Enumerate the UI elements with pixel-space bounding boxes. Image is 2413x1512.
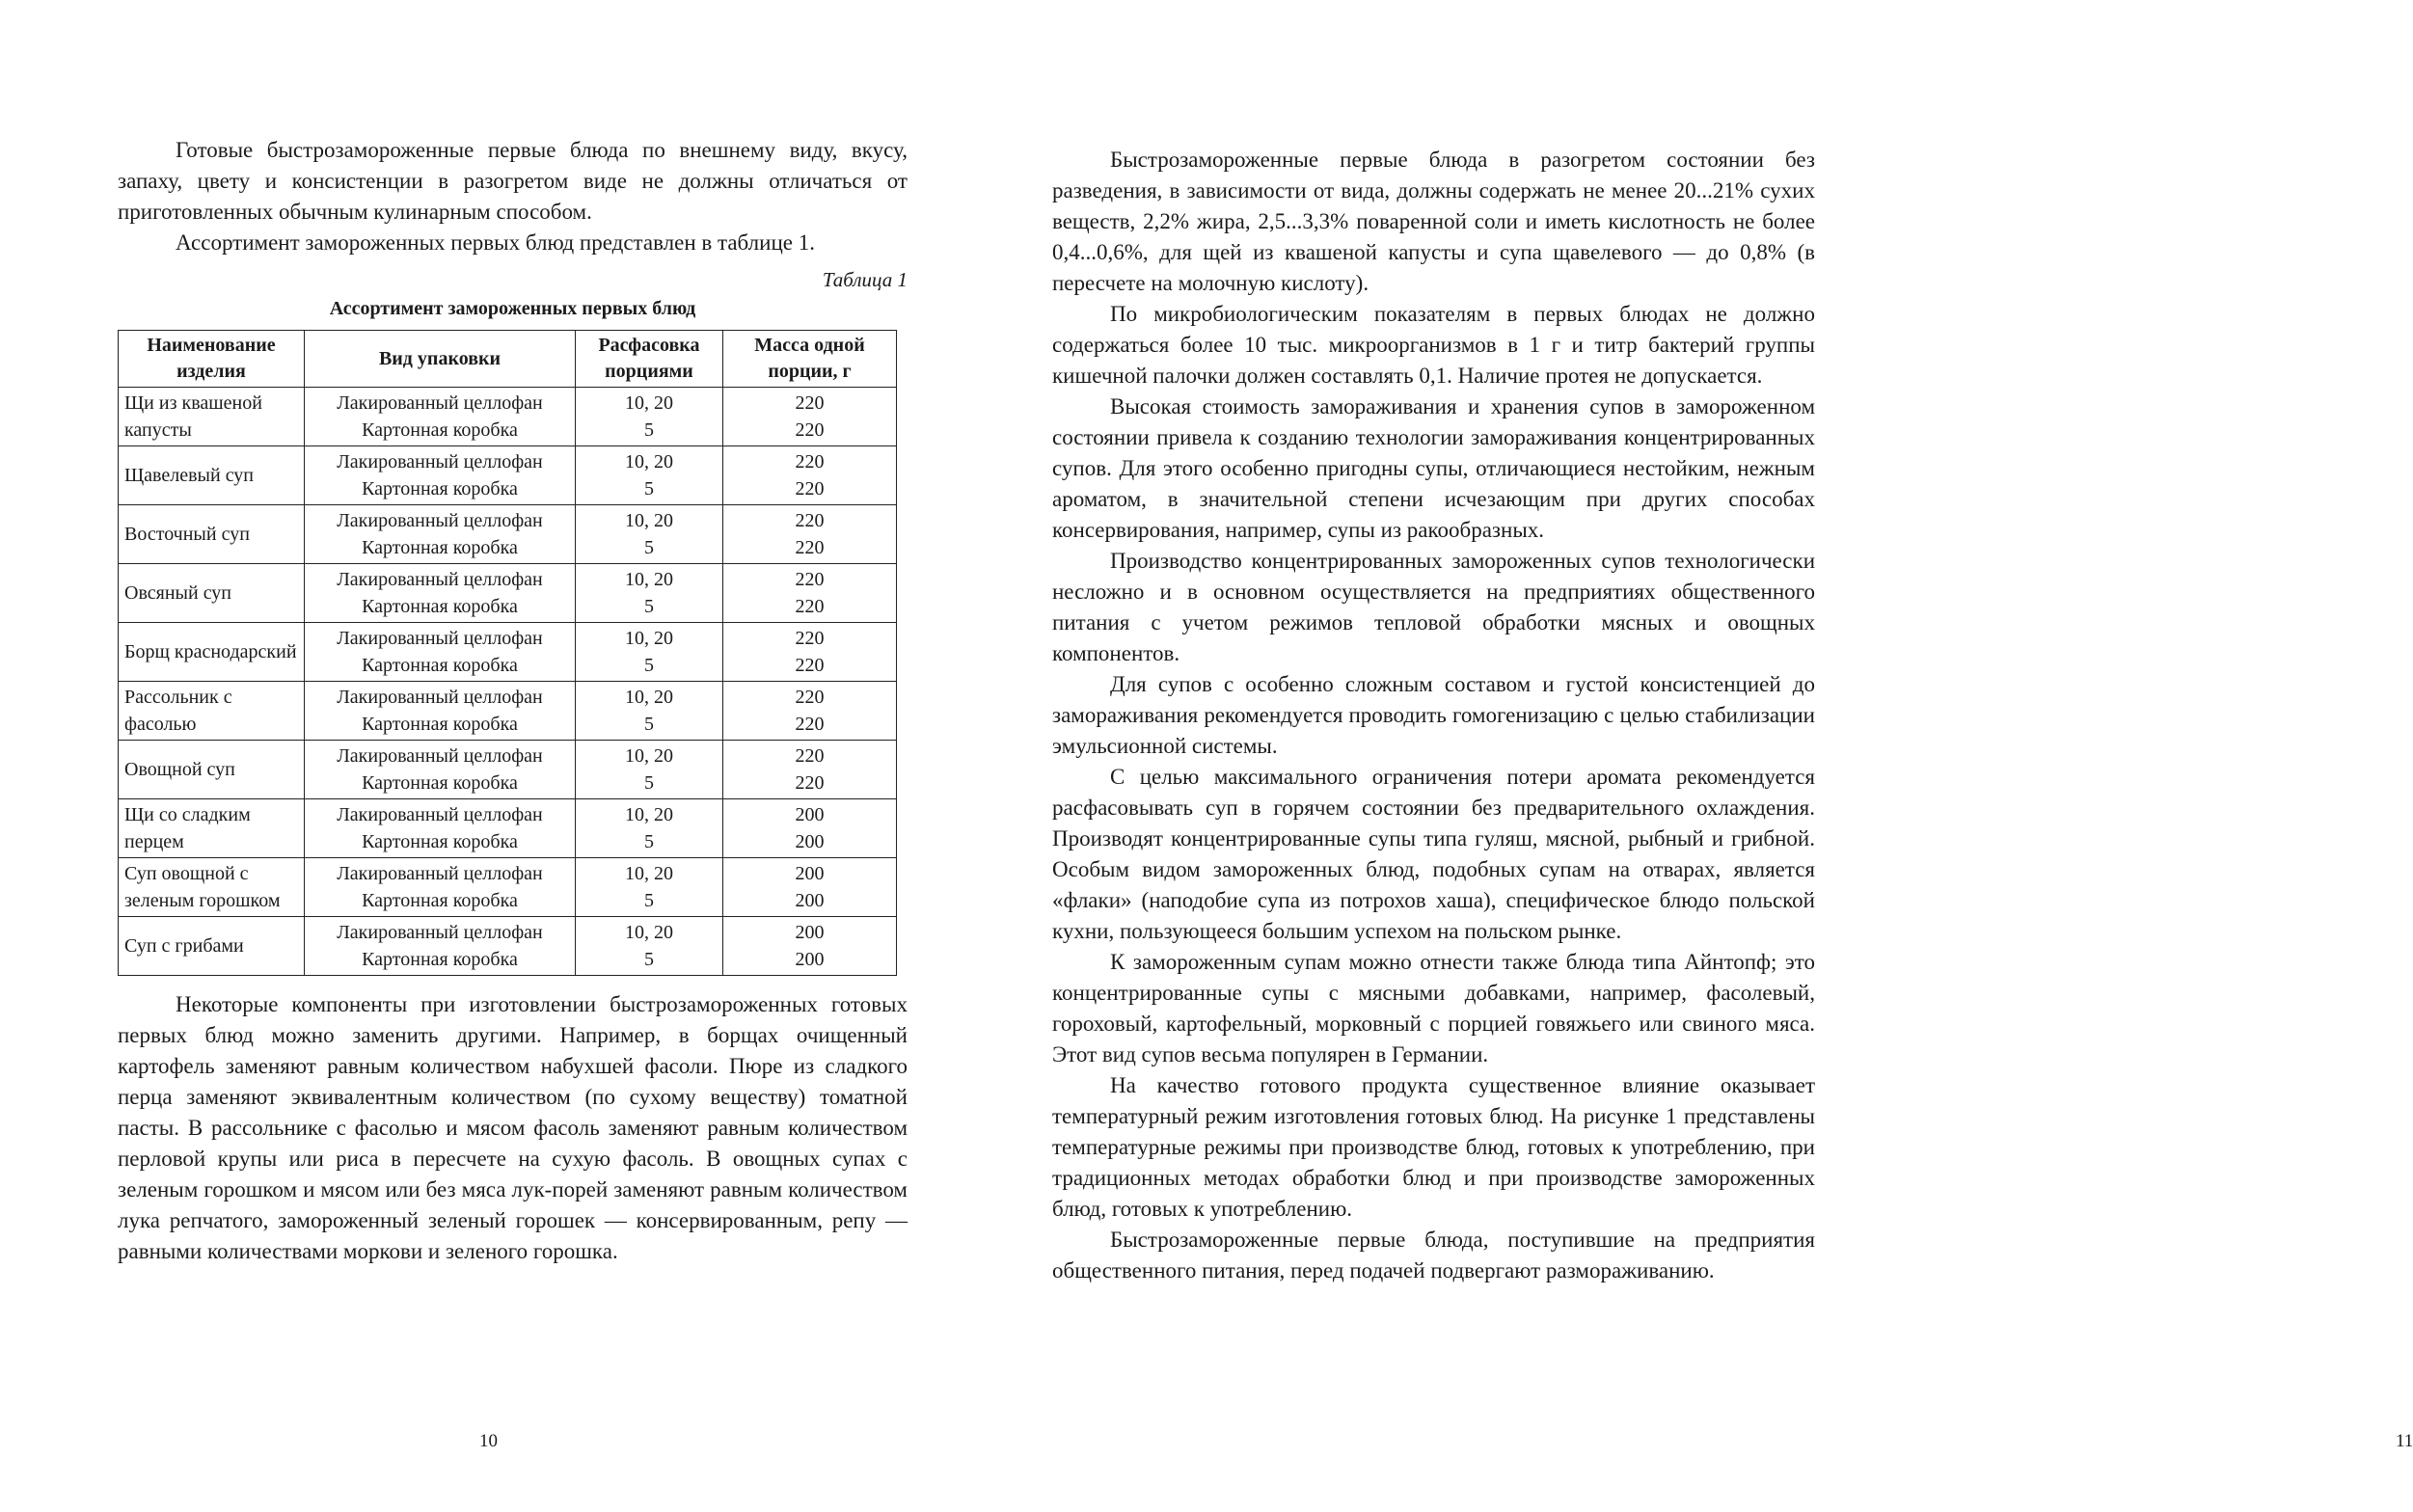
packaging-line: Лакированный целлофан xyxy=(337,392,543,414)
packaging-cell xyxy=(305,505,576,564)
packaging-line: Картонная коробка xyxy=(362,949,518,970)
product-name-cell: Рассольник с фасолью xyxy=(119,682,305,741)
portions-cell xyxy=(576,741,723,799)
mass-line: 200 xyxy=(795,890,825,911)
table-header-row xyxy=(119,331,897,388)
portions-line: 10, 20 xyxy=(625,569,673,590)
mass-line: 200 xyxy=(795,949,825,970)
paragraph: По микробиологическим показателям в первых блюдах не должно содержаться более 10 тыс. микроорганизмов в 1 г и титр бактерий группы кишечной палочки должен составлять 0,1. Наличие протея не допускается. xyxy=(1052,302,1815,388)
table-row xyxy=(119,682,897,741)
mass-cell xyxy=(723,446,897,505)
packaging-cell xyxy=(305,741,576,799)
portions-cell xyxy=(576,682,723,741)
product-name-cell: Суп с грибами xyxy=(119,917,305,976)
table-row xyxy=(119,564,897,623)
packaging-line: Картонная коробка xyxy=(362,890,518,911)
portions-cell xyxy=(576,799,723,858)
paragraph: На качество готового продукта существенное влияние оказывает температурный режим изготовления готовых блюд. На рисунке 1 представлены температурные режимы при производстве блюд, готовых к употреблению, при традиционных методах обработки блюд и при производстве замороженных блюд, готовых к употреблению. xyxy=(1052,1073,1815,1221)
portions-line: 10, 20 xyxy=(625,628,673,649)
header-packaging: Вид упаковки xyxy=(305,331,576,388)
portions-cell xyxy=(576,858,723,917)
packaging-cell xyxy=(305,388,576,446)
packaging-cell xyxy=(305,917,576,976)
mass-line: 220 xyxy=(795,478,825,500)
product-name-cell: Суп овощной с зеленым горошком xyxy=(119,858,305,917)
mass-cell xyxy=(723,799,897,858)
table-label: Таблица 1 xyxy=(822,268,908,291)
paragraph: Для супов с особенно сложным составом и густой консистенцией до замораживания рекомендуется проводить гомогенизацию с целью стабилизации эмульсионной системы. xyxy=(1052,672,1815,758)
portions-line: 5 xyxy=(644,596,654,617)
mass-line: 200 xyxy=(795,804,825,825)
packaging-line: Картонная коробка xyxy=(362,831,518,852)
mass-line: 220 xyxy=(795,510,825,531)
header-mass: Масса одной порции, г xyxy=(723,331,897,388)
packaging-line: Лакированный целлофан xyxy=(337,745,543,767)
packaging-line: Лакированный целлофан xyxy=(337,687,543,708)
portions-line: 5 xyxy=(644,949,654,970)
portions-line: 10, 20 xyxy=(625,687,673,708)
portions-line: 5 xyxy=(644,772,654,794)
table-body xyxy=(119,388,897,976)
paragraph: Готовые быстрозамороженные первые блюда по внешнему виду, вкусу, запаху, цвету и консистенции в разогретом виде не должны отличаться от приготовленных обычным кулинарным способом. xyxy=(118,138,908,224)
mass-line: 220 xyxy=(795,628,825,649)
portions-cell xyxy=(576,564,723,623)
product-name-cell: Восточный суп xyxy=(119,505,305,564)
mass-line: 200 xyxy=(795,831,825,852)
header-portions: Расфасовка порциями xyxy=(576,331,723,388)
packaging-line: Картонная коробка xyxy=(362,596,518,617)
table-row xyxy=(119,446,897,505)
page-number: 10 xyxy=(479,1431,498,1451)
portions-line: 10, 20 xyxy=(625,745,673,767)
mass-cell xyxy=(723,623,897,682)
portions-line: 10, 20 xyxy=(625,804,673,825)
portions-line: 10, 20 xyxy=(625,451,673,472)
packaging-line: Лакированный целлофан xyxy=(337,863,543,884)
packaging-line: Лакированный целлофан xyxy=(337,628,543,649)
mass-cell xyxy=(723,741,897,799)
mass-line: 220 xyxy=(795,772,825,794)
portions-line: 10, 20 xyxy=(625,392,673,414)
paragraph: Быстрозамороженные первые блюда в разогретом состоянии без разведения, в зависимости от вида, должны содержать не менее 20...21% сухих веществ, 2,2% жира, 2,5...3,3% поваренной соли и иметь кислотность не более 0,4...0,6%, для щей из квашеной капусты и супа щавелевого — до 0,8% (в пересчете на молочную кислоту). xyxy=(1052,148,1815,295)
product-name-cell: Овсяный суп xyxy=(119,564,305,623)
packaging-cell xyxy=(305,446,576,505)
packaging-line: Картонная коробка xyxy=(362,537,518,558)
paragraph: Некоторые компоненты при изготовлении быстрозамороженных готовых первых блюд можно заменить другими. Например, в борщах очищенный картофель заменяют равным количеством набухшей фасоли. Пюре из сладкого перца заменяют эквивалентным количеством (по сухому веществу) томатной пасты. В рассольнике с фасолью и мясом фасоль заменяют равным количеством перловой крупы или риса в пересчете на сухую фасоль. В овощных супах с зеленым горошком и мясом или без мяса лук-порей заменяют равным количеством лука репчатого, замороженный зеленый горошек — консервированным, репу — равными количествами моркови и зеленого горошка. xyxy=(118,992,908,1263)
packaging-cell xyxy=(305,858,576,917)
portions-cell xyxy=(576,917,723,976)
packaging-line: Картонная коробка xyxy=(362,772,518,794)
table-row xyxy=(119,917,897,976)
table-row xyxy=(119,623,897,682)
portions-line: 5 xyxy=(644,537,654,558)
packaging-line: Лакированный целлофан xyxy=(337,804,543,825)
portions-line: 5 xyxy=(644,655,654,676)
table-row xyxy=(119,505,897,564)
mass-line: 220 xyxy=(795,596,825,617)
mass-line: 220 xyxy=(795,451,825,472)
table-row xyxy=(119,388,897,446)
paragraph: К замороженным супам можно отнести также блюда типа Айнтопф; это концентрированные супы с мясными добавками, например, фасолевый, гороховый, картофельный, морковный с порцией говяжьего или свиного мяса. Этот вид супов весьма популярен в Германии. xyxy=(1052,950,1815,1066)
portions-line: 10, 20 xyxy=(625,922,673,943)
portions-cell xyxy=(576,388,723,446)
packaging-line: Лакированный целлофан xyxy=(337,510,543,531)
mass-cell xyxy=(723,858,897,917)
mass-cell xyxy=(723,682,897,741)
assortment-table xyxy=(118,330,897,976)
packaging-line: Лакированный целлофан xyxy=(337,922,543,943)
product-name-cell: Борщ краснодарский xyxy=(119,623,305,682)
portions-line: 5 xyxy=(644,419,654,441)
table-row xyxy=(119,741,897,799)
paragraph: Ассортимент замороженных первых блюд представлен в таблице 1. xyxy=(176,230,815,255)
mass-line: 220 xyxy=(795,655,825,676)
paragraph: Высокая стоимость замораживания и хранения супов в замороженном состоянии привела к созданию технологии замораживания концентрированных супов. Для этого особенно пригодны супы, отличающиеся нестойким, нежным ароматом, в значительной степени исчезающим при других способах консервирования, например, супы из ракообразных. xyxy=(1052,394,1815,542)
portions-line: 10, 20 xyxy=(625,863,673,884)
packaging-cell xyxy=(305,623,576,682)
mass-line: 200 xyxy=(795,922,825,943)
header-product-name: Наименование изделия xyxy=(119,331,305,388)
packaging-line: Картонная коробка xyxy=(362,714,518,735)
mass-line: 220 xyxy=(795,714,825,735)
portions-cell xyxy=(576,505,723,564)
packaging-cell xyxy=(305,564,576,623)
table-row xyxy=(119,799,897,858)
paragraph: С целью максимального ограничения потери аромата рекомендуется расфасовывать суп в горячем состоянии без предварительного охлаждения. Производят концентрированные супы типа гуляш, мясной, рыбный и грибной. Особым видом замороженных блюд, подобных супам на отварах, является «флаки» (наподобие супа из потрохов хаша), специфическое блюдо польской кухни, пользующееся большим успехом на польском рынке. xyxy=(1052,765,1815,943)
mass-line: 200 xyxy=(795,863,825,884)
paragraph: Производство концентрированных замороженных супов технологически несложно и в основном осуществляется на предприятиях общественного питания с учетом режимов тепловой обработки мясных и овощных компонентов. xyxy=(1052,549,1815,665)
packaging-line: Лакированный целлофан xyxy=(337,569,543,590)
packaging-cell xyxy=(305,682,576,741)
mass-cell xyxy=(723,505,897,564)
packaging-line: Лакированный целлофан xyxy=(337,451,543,472)
mass-cell xyxy=(723,917,897,976)
paragraph: Быстрозамороженные первые блюда, поступившие на предприятия общественного питания, перед подачей подвергают размораживанию. xyxy=(1052,1228,1815,1282)
table-title: Ассортимент замороженных первых блюд xyxy=(329,298,696,319)
portions-line: 5 xyxy=(644,478,654,500)
mass-line: 220 xyxy=(795,569,825,590)
packaging-cell xyxy=(305,799,576,858)
portions-cell xyxy=(576,446,723,505)
left-page xyxy=(0,0,956,1512)
portions-line: 5 xyxy=(644,890,654,911)
page-number: 11 xyxy=(2396,1431,2413,1451)
product-name-cell: Щавелевый суп xyxy=(119,446,305,505)
product-name-cell: Щи со сладким перцем xyxy=(119,799,305,858)
mass-line: 220 xyxy=(795,537,825,558)
mass-line: 220 xyxy=(795,419,825,441)
mass-line: 220 xyxy=(795,392,825,414)
portions-line: 5 xyxy=(644,714,654,735)
mass-cell xyxy=(723,564,897,623)
table-row xyxy=(119,858,897,917)
mass-cell xyxy=(723,388,897,446)
right-page xyxy=(956,0,2413,1512)
portions-cell xyxy=(576,623,723,682)
packaging-line: Картонная коробка xyxy=(362,478,518,500)
product-name-cell: Щи из квашеной капусты xyxy=(119,388,305,446)
portions-line: 10, 20 xyxy=(625,510,673,531)
mass-line: 220 xyxy=(795,745,825,767)
portions-line: 5 xyxy=(644,831,654,852)
packaging-line: Картонная коробка xyxy=(362,655,518,676)
packaging-line: Картонная коробка xyxy=(362,419,518,441)
product-name-cell: Овощной суп xyxy=(119,741,305,799)
mass-line: 220 xyxy=(795,687,825,708)
